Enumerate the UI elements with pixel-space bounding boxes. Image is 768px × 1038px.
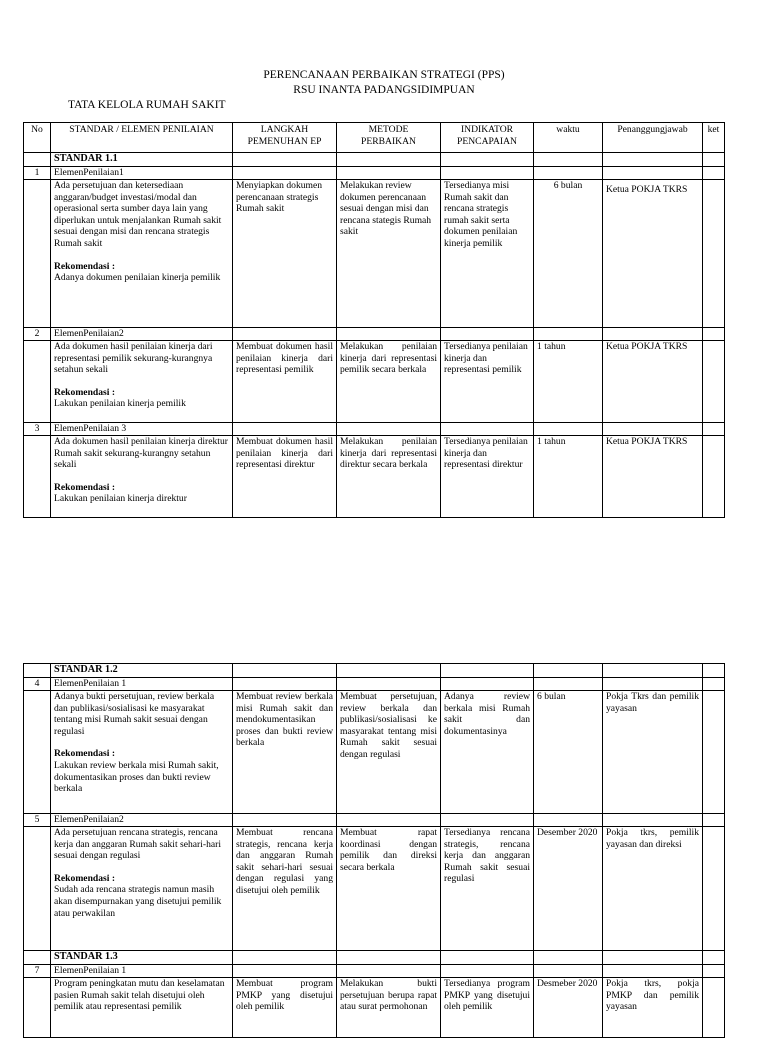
waktu-cell: Desember 2020 bbox=[534, 827, 603, 951]
element-row bbox=[24, 328, 725, 341]
indikator-cell: Adanya review berkala misi Rumah sakit dan dokumentasinya bbox=[441, 691, 534, 814]
element-row bbox=[24, 965, 725, 978]
element-label: ElemenPenilaian 3 bbox=[51, 423, 233, 436]
penanggungjawab-cell: Pokja tkrs, pokja PMKP dan pemilik yayasan bbox=[603, 978, 703, 1038]
langkah-cell: Membuat review berkala misi Rumah sakit dan mendokumentasikan proses dan bukti review berkala bbox=[233, 691, 337, 814]
header-waktu: waktu bbox=[534, 123, 603, 153]
indikator-cell: Tersedianya penilaian kinerja dan representasi pemilik bbox=[441, 341, 534, 423]
element-label: ElemenPenilaian 1 bbox=[51, 678, 233, 691]
element-row bbox=[24, 167, 725, 180]
metode-cell: Melakukan penilaian kinerja dari representasi direktur secara berkala bbox=[337, 436, 441, 518]
standard-label: STANDAR 1.2 bbox=[51, 664, 233, 678]
table-row bbox=[24, 436, 725, 518]
langkah-cell: Membuat rencana strategis, rencana kerja dan anggaran Rumah sakit sehari-hari sesuai dengan regulasi yang disetujui oleh pemilik bbox=[233, 827, 337, 951]
header-metode: METODE PERBAIKAN bbox=[337, 123, 441, 153]
header-langkah: LANGKAH PEMENUHAN EP bbox=[233, 123, 337, 153]
element-description: Program peningkatan mutu dan keselamatan pasien Rumah sakit telah disetujui oleh pemilik atau representasi pemilik bbox=[54, 978, 225, 1013]
pps-table-page-2 bbox=[23, 663, 725, 1038]
metode-cell: Membuat persetujuan, review berkala dan publikasi/sosialisasi ke masyarakat tentang misi Rumah sakit sesuai dengan regulasi bbox=[337, 691, 441, 814]
standard-row bbox=[24, 951, 725, 965]
row-number: 2 bbox=[24, 328, 51, 341]
element-label: ElemenPenilaian2 bbox=[51, 814, 233, 827]
element-row bbox=[24, 678, 725, 691]
header-penanggungjawab: Penanggungjawab bbox=[603, 123, 703, 153]
element-label: ElemenPenilaian2 bbox=[51, 328, 233, 341]
penanggungjawab-cell: Ketua POKJA TKRS bbox=[603, 341, 703, 423]
recommendation-label: Rekomendasi : bbox=[54, 386, 116, 398]
element-row bbox=[24, 423, 725, 436]
element-description: Ada dokumen hasil penilaian kinerja dari representasi pemilik sekurang-kurangnya setahun sekali bbox=[54, 341, 213, 376]
waktu-cell: 1 tahun bbox=[534, 341, 603, 423]
penanggungjawab-cell: Ketua POKJA TKRS bbox=[603, 180, 703, 328]
table-row bbox=[24, 978, 725, 1038]
header-no: No bbox=[24, 123, 51, 153]
indikator-cell: Tersedianya program PMKP yang disetujui oleh pemilik bbox=[441, 978, 534, 1038]
ket-cell bbox=[703, 978, 725, 1038]
recommendation-text: Lakukan penilaian kinerja pemilik bbox=[54, 398, 186, 410]
recommendation-text: Lakukan penilaian kinerja direktur bbox=[54, 493, 187, 505]
ket-cell bbox=[703, 180, 725, 328]
recommendation-text: Adanya dokumen penilaian kinerja pemilik bbox=[54, 272, 221, 284]
recommendation-label: Rekomendasi : bbox=[54, 748, 116, 760]
ket-cell bbox=[703, 827, 725, 951]
element-label: ElemenPenilaian 1 bbox=[51, 965, 233, 978]
row-number: 5 bbox=[24, 814, 51, 827]
table-row bbox=[24, 827, 725, 951]
ket-cell bbox=[703, 436, 725, 518]
langkah-cell: Membuat dokumen hasil penilaian kinerja dari representasi direktur bbox=[233, 436, 337, 518]
element-row bbox=[24, 814, 725, 827]
langkah-cell: Membuat dokumen hasil penilaian kinerja dari representasi pemilik bbox=[233, 341, 337, 423]
element-label: ElemenPenilaian1 bbox=[51, 167, 233, 180]
waktu-cell: Desmeber 2020 bbox=[534, 978, 603, 1038]
document-title: PERENCANAAN PERBAIKAN STRATEGI (PPS) bbox=[263, 69, 505, 81]
langkah-cell: Membuat program PMKP yang disetujui oleh pemilik bbox=[233, 978, 337, 1038]
row-number: 7 bbox=[24, 965, 51, 978]
indikator-cell: Tersedianya penilaian kinerja dan representasi direktur bbox=[441, 436, 534, 518]
recommendation-label: Rekomendasi : bbox=[54, 481, 116, 493]
standard-label: STANDAR 1.3 bbox=[51, 951, 233, 965]
pps-table-page-1 bbox=[23, 122, 725, 518]
recommendation-text: Sudah ada rencana strategis namun masih akan disempurnakan yang disetujui pemilik atau perwakilan bbox=[54, 884, 222, 919]
header-indikator: INDIKATOR PENCAPAIAN bbox=[441, 123, 534, 153]
row-number: 3 bbox=[24, 423, 51, 436]
document-hospital-name: RSU INANTA PADANGSIDIMPUAN bbox=[293, 84, 475, 96]
standard-row bbox=[24, 664, 725, 678]
header-ket: ket bbox=[703, 123, 725, 153]
row-number: 4 bbox=[24, 678, 51, 691]
table-row bbox=[24, 180, 725, 328]
metode-cell: Melakukan bukti persetujuan berupa rapat atau surat permohonan bbox=[337, 978, 441, 1038]
table-row bbox=[24, 341, 725, 423]
penanggungjawab-cell: Pokja Tkrs dan pemilik yayasan bbox=[603, 691, 703, 814]
penanggungjawab-cell: Pokja tkrs, pemilik yayasan dan direksi bbox=[603, 827, 703, 951]
ket-cell bbox=[703, 341, 725, 423]
langkah-cell: Menyiapkan dokumen perencanaan strategis Rumah sakit bbox=[233, 180, 337, 328]
element-description: Adanya bukti persetujuan, review berkala dan publikasi/sosialisasi ke masyarakat tentang misi Rumah sakit sesuai dengan regulasi bbox=[54, 691, 215, 737]
standard-label: STANDAR 1.1 bbox=[51, 153, 233, 167]
ket-cell bbox=[703, 691, 725, 814]
table-header-row bbox=[24, 123, 725, 153]
recommendation-label: Rekomendasi : bbox=[54, 260, 116, 272]
waktu-cell: 6 bulan bbox=[534, 180, 603, 328]
header-standar: STANDAR / ELEMEN PENILAIAN bbox=[51, 123, 233, 153]
element-description: Ada persetujuan rencana strategis, rencana kerja dan anggaran Rumah sakit sehari-hari sesuai dengan regulasi bbox=[54, 827, 222, 862]
table-row bbox=[24, 691, 725, 814]
document-subtitle: TATA KELOLA RUMAH SAKIT bbox=[68, 99, 226, 111]
standard-row bbox=[24, 153, 725, 167]
recommendation-label: Rekomendasi : bbox=[54, 872, 116, 884]
recommendation-text: Lakukan review berkala misi Rumah sakit, dokumentasikan proses dan bukti review berkala bbox=[54, 759, 219, 795]
indikator-cell: Tersedianya misi Rumah sakit dan rencana strategis rumah sakit serta dokumen penilaian kinerja pemilik bbox=[441, 180, 534, 328]
waktu-cell: 6 bulan bbox=[534, 691, 603, 814]
row-number: 1 bbox=[24, 167, 51, 180]
indikator-cell: Tersedianya rencana strategis, rencana kerja dan anggaran Rumah sakit sesuai regulasi bbox=[441, 827, 534, 951]
penanggungjawab-cell: Ketua POKJA TKRS bbox=[603, 436, 703, 518]
waktu-cell: 1 tahun bbox=[534, 436, 603, 518]
metode-cell: Melakukan penilaian kinerja dari representasi pemilik secara berkala bbox=[337, 341, 441, 423]
element-description: Ada dokumen hasil penilaian kinerja direktur Rumah sakit sekurang-kurangny setahun sekali bbox=[54, 436, 228, 471]
metode-cell: Melakukan review dokumen perencanaan sesuai dengan misi dan rencana stategis Rumah sakit bbox=[337, 180, 441, 328]
metode-cell: Membuat rapat koordinasi dengan pemilik dan direksi secara berkala bbox=[337, 827, 441, 951]
element-description: Ada persetujuan dan ketersediaan anggaran/budget investasi/modal dan operasional serta sumber daya lain yang diperlukan untuk menjalankan Rumah sakit sesuai dengan misi dan rencana strategis Rumah sakit bbox=[54, 180, 222, 249]
